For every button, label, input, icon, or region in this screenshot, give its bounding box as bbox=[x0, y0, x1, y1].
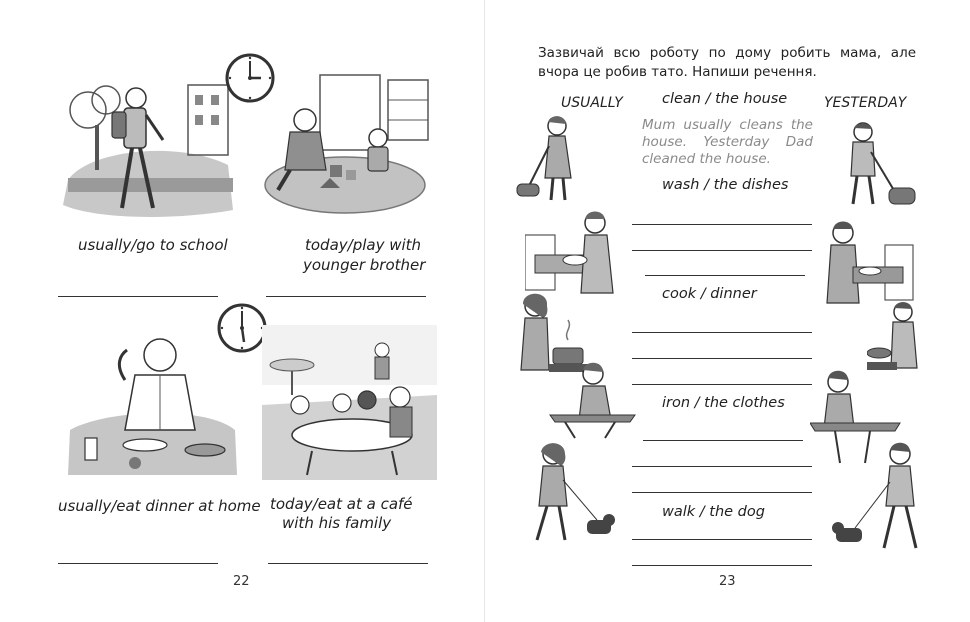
page-number: 23 bbox=[719, 574, 736, 589]
answer-line[interactable] bbox=[632, 565, 812, 566]
mum-ironing bbox=[545, 360, 640, 440]
answer-line[interactable] bbox=[58, 563, 218, 564]
header-yesterday: YESTERDAY bbox=[824, 95, 907, 111]
caption-eat-cafe-line1: today/eat at a café bbox=[270, 495, 413, 513]
caption-go-to-school: usually/go to school bbox=[78, 236, 228, 254]
answer-line[interactable] bbox=[266, 296, 426, 297]
answer-line[interactable] bbox=[632, 358, 812, 359]
answer-line[interactable] bbox=[632, 466, 812, 467]
phrase-clean-house: clean / the house bbox=[662, 91, 788, 107]
phrase-cook-dinner: cook / dinner bbox=[662, 286, 757, 302]
header-usually: USUALLY bbox=[561, 95, 623, 111]
answer-line[interactable] bbox=[58, 296, 218, 297]
caption-eat-dinner-home: usually/eat dinner at home bbox=[58, 497, 261, 515]
caption-play-brother-line1: today/play with bbox=[305, 236, 422, 254]
playing-with-brother-scene bbox=[260, 70, 435, 220]
cafe-family-scene bbox=[262, 325, 437, 480]
mum-walking-dog bbox=[525, 440, 620, 550]
answer-line[interactable] bbox=[645, 275, 805, 276]
mum-vacuuming bbox=[515, 112, 585, 204]
answer-line[interactable] bbox=[632, 332, 812, 333]
answer-line[interactable] bbox=[643, 440, 803, 441]
phrase-walk-dog: walk / the dog bbox=[662, 504, 765, 520]
answer-line[interactable] bbox=[632, 492, 812, 493]
page-number: 22 bbox=[233, 574, 250, 589]
instruction-text: Зазвичай всю роботу по дому робить мама, але вчора це робив тато. Напиши речення. bbox=[538, 45, 916, 80]
answer-line[interactable] bbox=[632, 250, 812, 251]
eating-dinner-scene bbox=[65, 320, 240, 480]
caption-play-brother-line2: younger brother bbox=[303, 256, 426, 274]
phrase-wash-dishes: wash / the dishes bbox=[662, 177, 789, 193]
answer-line[interactable] bbox=[632, 539, 812, 540]
walking-to-school-scene bbox=[58, 70, 236, 220]
caption-eat-cafe-line2: with his family bbox=[282, 514, 392, 532]
right-page bbox=[485, 0, 970, 622]
phrase-iron-clothes: iron / the clothes bbox=[662, 395, 785, 411]
dad-washing-dishes bbox=[815, 215, 915, 310]
dad-walking-dog bbox=[830, 440, 930, 555]
dad-vacuuming bbox=[823, 120, 918, 210]
answer-line[interactable] bbox=[632, 384, 812, 385]
answer-line[interactable] bbox=[268, 563, 428, 564]
example-sentence: Mum usually cleans the house. Yesterday Dad cleaned the house. bbox=[642, 117, 813, 167]
mum-washing-dishes bbox=[525, 205, 620, 300]
answer-line[interactable] bbox=[632, 224, 812, 225]
